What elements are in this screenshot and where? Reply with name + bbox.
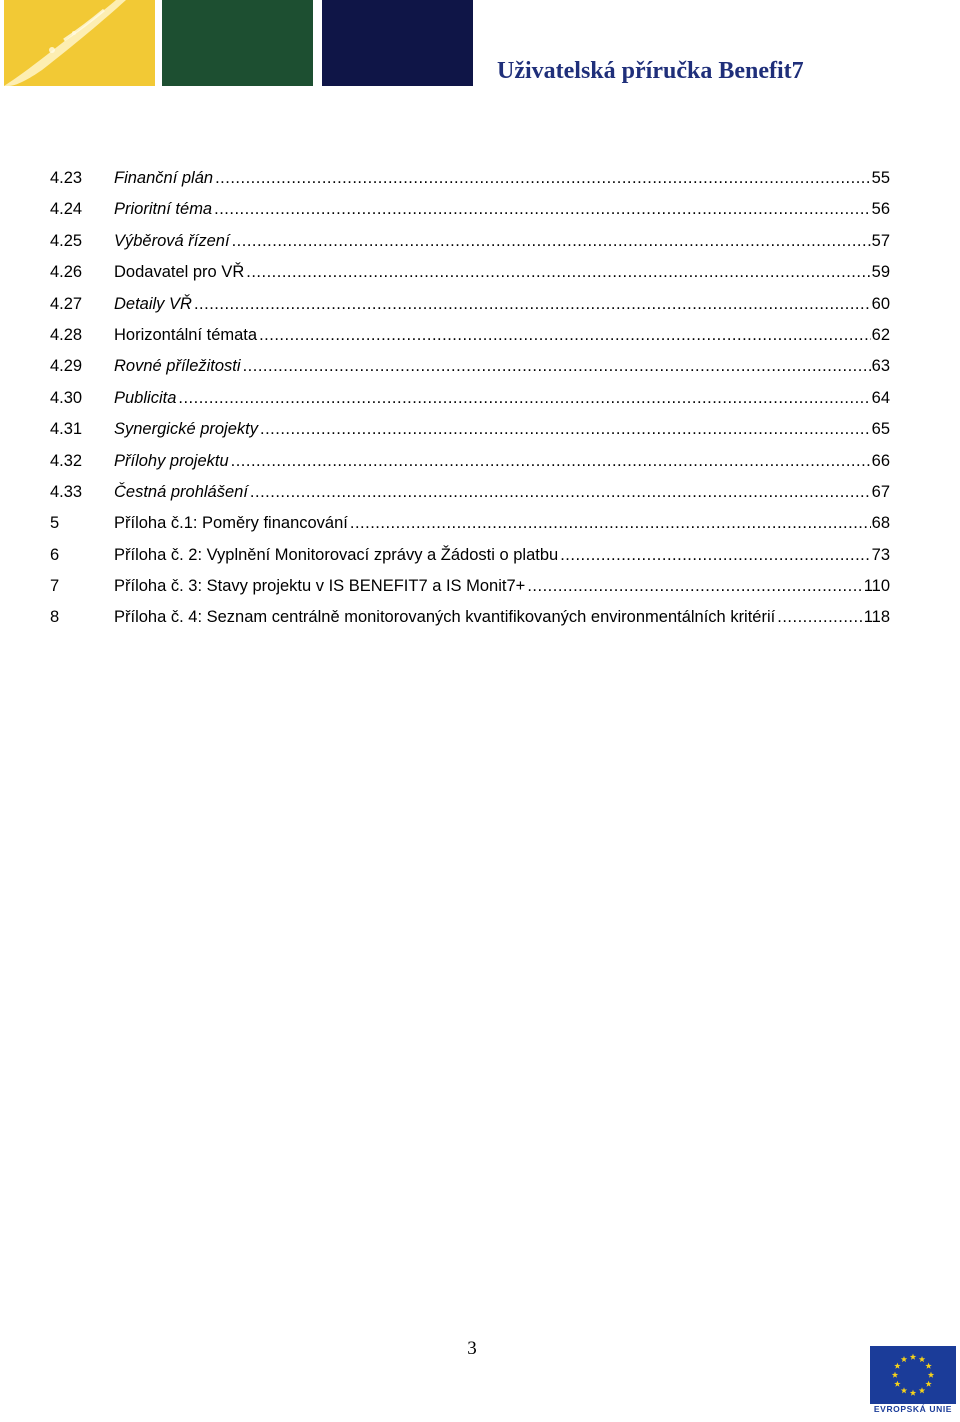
eu-star-icon bbox=[925, 1363, 931, 1369]
toc-entry[interactable] bbox=[50, 540, 890, 571]
toc-entry[interactable] bbox=[50, 163, 890, 194]
eu-star-icon bbox=[910, 1390, 916, 1396]
toc-dot-leader bbox=[246, 257, 870, 288]
toc-entry-title: Příloha č. 2: Vyplnění Monitorovací zprávy a Žádosti o platbu bbox=[114, 545, 559, 564]
toc-entry-page: 64 bbox=[871, 388, 890, 407]
toc-entry-number: 4.23 bbox=[50, 169, 83, 187]
toc-entry-title: Horizontální témata bbox=[114, 325, 258, 344]
toc-entry[interactable] bbox=[50, 194, 890, 225]
toc-entry-number: 4.33 bbox=[50, 482, 83, 501]
toc-dot-leader bbox=[215, 163, 871, 194]
toc-dot-leader bbox=[259, 320, 871, 351]
toc-dot-leader bbox=[214, 194, 871, 225]
eu-star-icon bbox=[901, 1356, 907, 1362]
toc-entry-number: 4.31 bbox=[50, 420, 83, 439]
page-number: 3 bbox=[467, 1338, 477, 1359]
toc-entry-page: 55 bbox=[871, 169, 890, 187]
toc-entry-page: 118 bbox=[863, 608, 890, 627]
toc-dot-leader bbox=[231, 446, 871, 477]
toc-entry-page: 66 bbox=[871, 451, 890, 470]
toc-entry-page: 63 bbox=[871, 357, 890, 376]
toc-entry-number: 4.30 bbox=[50, 388, 83, 407]
header-yellow-block bbox=[4, 0, 155, 86]
toc-entry-page: 59 bbox=[871, 263, 890, 282]
toc-entry-title: Publicita bbox=[114, 388, 177, 407]
toc-entry-page: 65 bbox=[871, 420, 890, 439]
header-navy-block bbox=[322, 0, 473, 86]
eu-label: EVROPSKÁ UNIE bbox=[873, 1404, 953, 1414]
toc-entry[interactable] bbox=[50, 383, 890, 414]
toc-entry[interactable] bbox=[50, 289, 890, 320]
toc-entry-page: 110 bbox=[863, 577, 890, 596]
eu-flag-icon bbox=[870, 1346, 956, 1404]
toc-entry-number: 4.24 bbox=[50, 200, 83, 219]
toc-entry-title: Přílohy projektu bbox=[114, 451, 229, 470]
toc-entry[interactable] bbox=[50, 320, 890, 351]
toc-entry-page: 73 bbox=[871, 545, 890, 564]
toc-dot-leader bbox=[243, 351, 871, 382]
toc-entry-title: Prioritní téma bbox=[114, 200, 213, 219]
eu-star-icon bbox=[894, 1381, 900, 1387]
eu-star-icon bbox=[928, 1372, 934, 1378]
eu-star-icon bbox=[910, 1354, 916, 1360]
toc-entry[interactable] bbox=[50, 226, 890, 257]
toc-entry-number: 6 bbox=[50, 545, 60, 564]
toc-entry[interactable] bbox=[50, 571, 890, 602]
toc-entry[interactable] bbox=[50, 508, 890, 539]
eu-star-icon bbox=[919, 1356, 925, 1362]
toc-entry-number: 4.28 bbox=[50, 325, 83, 344]
toc-entry-number: 7 bbox=[50, 577, 60, 596]
toc-entry-number: 4.26 bbox=[50, 263, 83, 282]
document-title: Uživatelská příručka Benefit7 bbox=[497, 58, 804, 84]
toc-entry[interactable] bbox=[50, 446, 890, 477]
toc-entry-number: 4.25 bbox=[50, 231, 83, 250]
toc-entry-page: 68 bbox=[871, 514, 890, 533]
toc-entry-number: 5 bbox=[50, 514, 60, 533]
toc-entry-page: 56 bbox=[871, 200, 890, 219]
toc-dot-leader bbox=[527, 571, 862, 602]
toc-entry-title: Detaily VŘ bbox=[114, 294, 192, 313]
toc-dot-leader bbox=[178, 383, 870, 414]
toc-entry-page: 57 bbox=[871, 231, 890, 250]
toc-entry-title: Synergické projekty bbox=[114, 420, 258, 439]
toc-entry-title: Příloha č.1: Poměry financování bbox=[114, 514, 348, 533]
eu-star-icon bbox=[901, 1387, 907, 1393]
toc-entry-number: 4.27 bbox=[50, 294, 83, 313]
toc-entry-title: Rovné příležitosti bbox=[114, 357, 241, 376]
toc-dot-leader bbox=[232, 226, 871, 257]
toc-entry-title: Dodavatel pro VŘ bbox=[114, 263, 245, 282]
eu-star-icon bbox=[892, 1372, 898, 1378]
toc-entry-number: 4.29 bbox=[50, 357, 83, 376]
toc-dot-leader bbox=[560, 540, 870, 571]
toc-dot-leader bbox=[250, 477, 871, 508]
table-of-contents bbox=[50, 163, 890, 634]
toc-entry[interactable] bbox=[50, 477, 890, 508]
toc-entry[interactable] bbox=[50, 414, 890, 445]
toc-entry-number: 4.32 bbox=[50, 451, 83, 470]
toc-entry[interactable] bbox=[50, 257, 890, 288]
toc-entry[interactable] bbox=[50, 602, 890, 633]
yellow-brush-graphic bbox=[4, 0, 155, 86]
toc-entry-page: 67 bbox=[871, 482, 890, 501]
toc-entry-title: Výběrová řízení bbox=[114, 231, 230, 250]
toc-dot-leader bbox=[350, 508, 871, 539]
eu-star-icon bbox=[919, 1387, 925, 1393]
eu-star-icon bbox=[925, 1381, 931, 1387]
eu-star-icon bbox=[894, 1363, 900, 1369]
toc-dot-leader bbox=[777, 602, 862, 633]
toc-entry-title: Příloha č. 3: Stavy projektu v IS BENEFIT7 a IS Monit7+ bbox=[114, 577, 526, 596]
toc-entry-page: 62 bbox=[871, 325, 890, 344]
toc-entry-title: Čestná prohlášení bbox=[114, 482, 248, 501]
header-green-block bbox=[162, 0, 313, 86]
toc-entry-number: 8 bbox=[50, 608, 60, 627]
toc-entry-title: Příloha č. 4: Seznam centrálně monitorovaných kvantifikovaných environmentálních kritérií bbox=[114, 608, 776, 627]
toc-entry[interactable] bbox=[50, 351, 890, 382]
toc-dot-leader bbox=[194, 289, 871, 320]
toc-entry-page: 60 bbox=[871, 294, 890, 313]
toc-entry-title: Finanční plán bbox=[114, 169, 214, 187]
toc-dot-leader bbox=[260, 414, 871, 445]
